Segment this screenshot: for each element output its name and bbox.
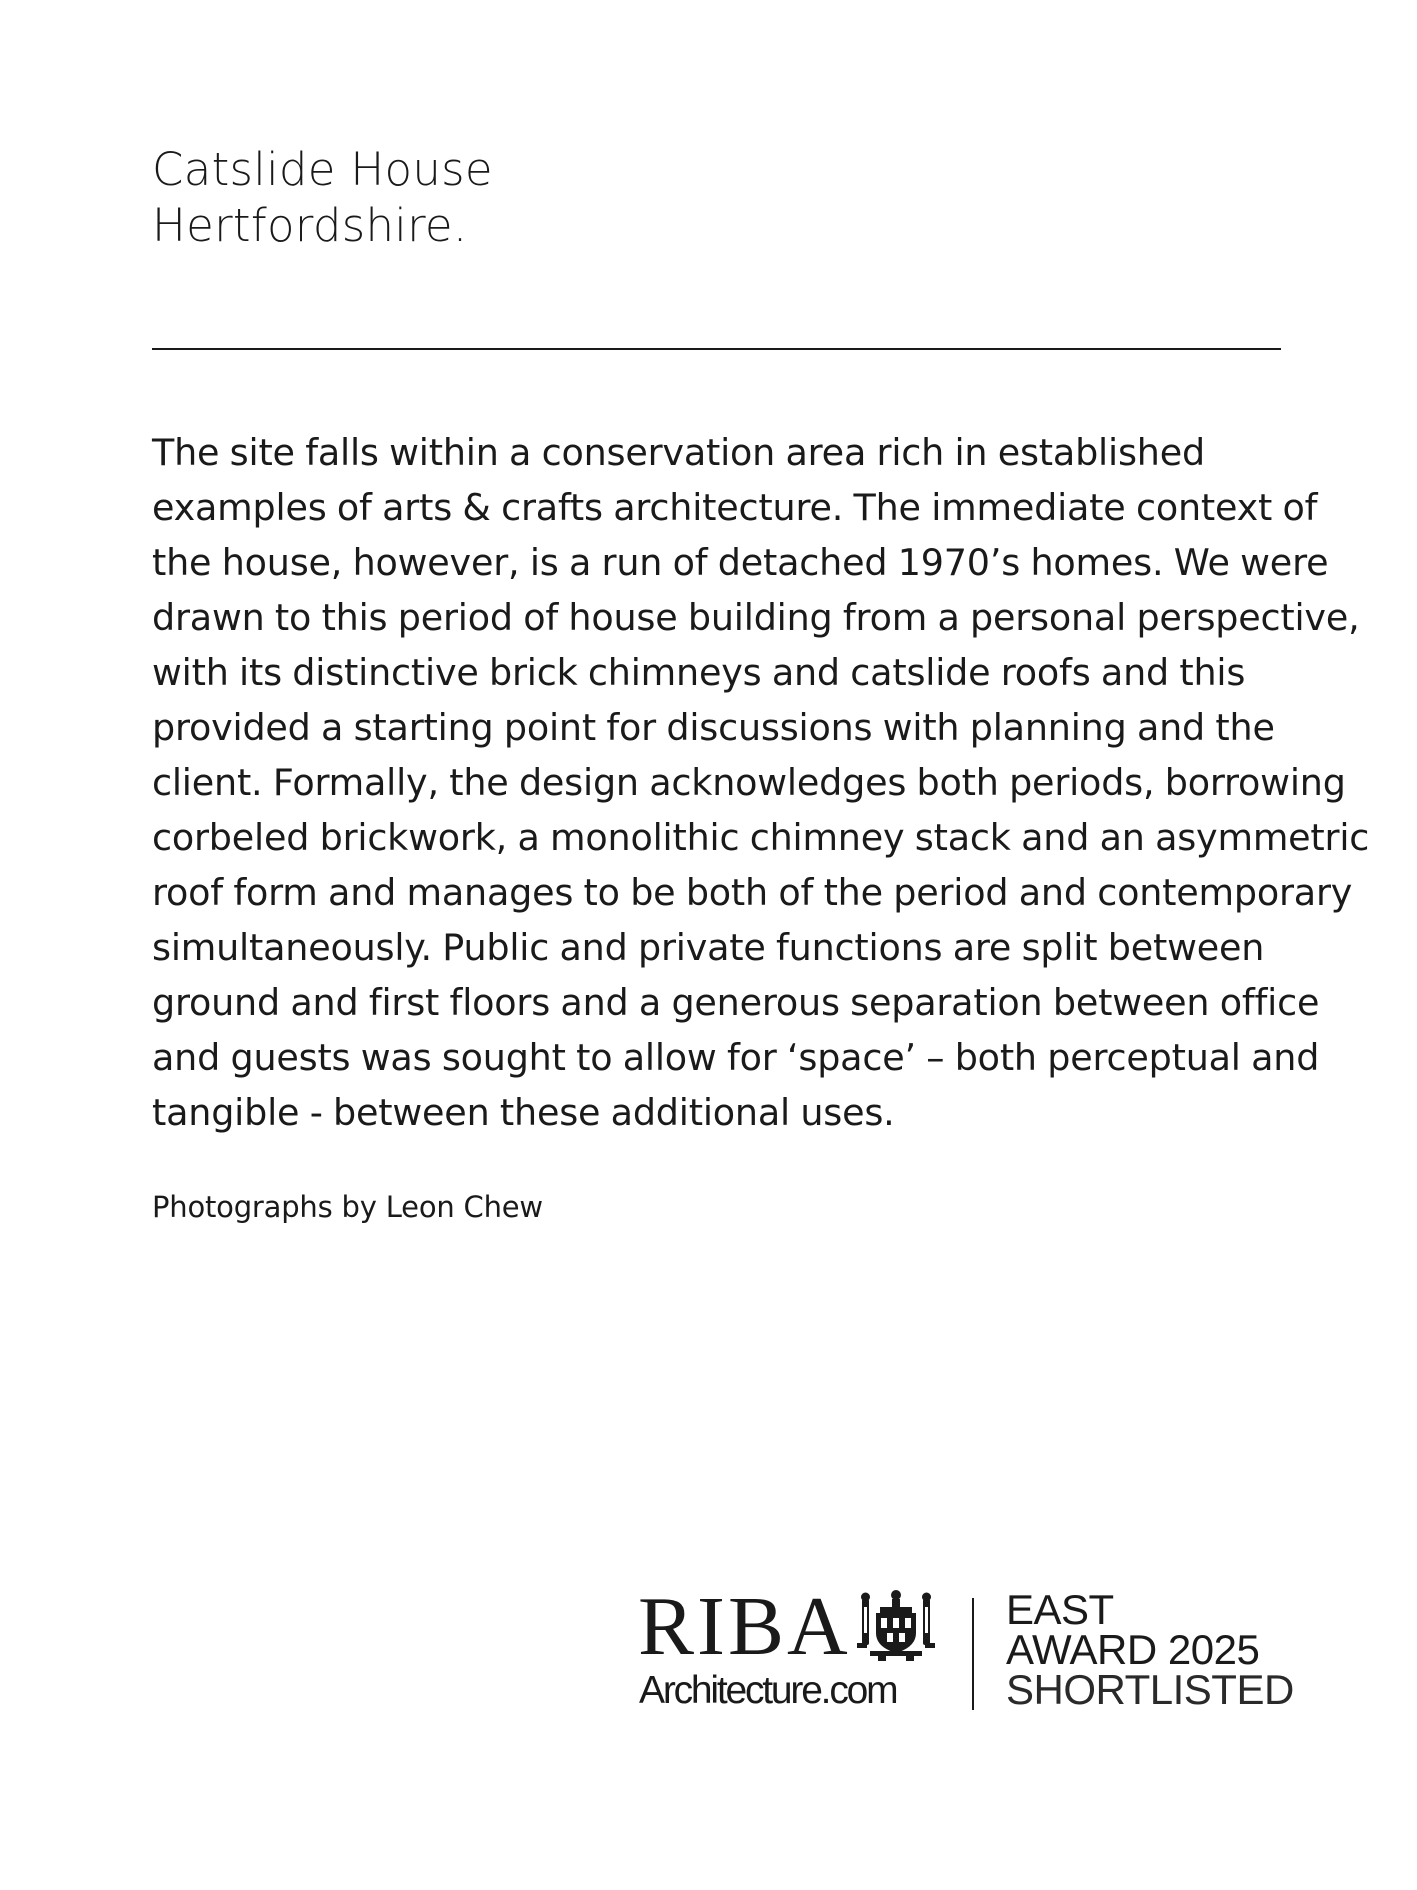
award-badge <box>1006 1586 1294 1713</box>
riba-website: Architecture.com <box>639 1669 897 1712</box>
title-line-2: Hertfordshire. <box>152 199 468 252</box>
divider-rule <box>152 348 1281 350</box>
body-line: roof form and manages to be both of the period and contemporary <box>152 871 1353 914</box>
body-line: corbeled brickwork, a monolithic chimney stack and an asymmetric <box>152 816 1370 859</box>
logo-divider <box>972 1598 974 1710</box>
body-line: drawn to this period of house building from a personal perspective, <box>152 596 1360 639</box>
body-line: with its distinctive brick chimneys and catslide roofs and this <box>152 651 1246 694</box>
body-line: examples of arts & crafts architecture. The immediate context of <box>152 486 1318 529</box>
page-title <box>152 142 493 254</box>
photo-credit: Photographs by Leon Chew <box>152 1190 543 1224</box>
body-line: client. Formally, the design acknowledges both periods, borrowing <box>152 761 1346 804</box>
riba-logo <box>638 1580 938 1715</box>
award-title: AWARD 2025 <box>1006 1626 1260 1673</box>
body-line: and guests was sought to allow for ‘space’ – both perceptual and <box>152 1036 1320 1079</box>
body-line: tangible - between these additional uses. <box>152 1091 895 1134</box>
body-line: the house, however, is a run of detached 1970’s homes. We were <box>152 541 1329 584</box>
body-line: The site falls within a conservation area rich in established <box>152 431 1205 474</box>
description-paragraph <box>152 425 1370 1140</box>
riba-crest-icon <box>856 1589 936 1661</box>
body-line: ground and first floors and a generous separation between office <box>152 981 1320 1024</box>
award-status: SHORTLISTED <box>1006 1666 1294 1713</box>
award-region: EAST <box>1006 1586 1114 1633</box>
body-line: provided a starting point for discussions with planning and the <box>152 706 1275 749</box>
riba-wordmark: RIBA <box>638 1580 851 1673</box>
title-line-1: Catslide House <box>152 143 493 196</box>
body-line: simultaneously. Public and private functions are split between <box>152 926 1265 969</box>
